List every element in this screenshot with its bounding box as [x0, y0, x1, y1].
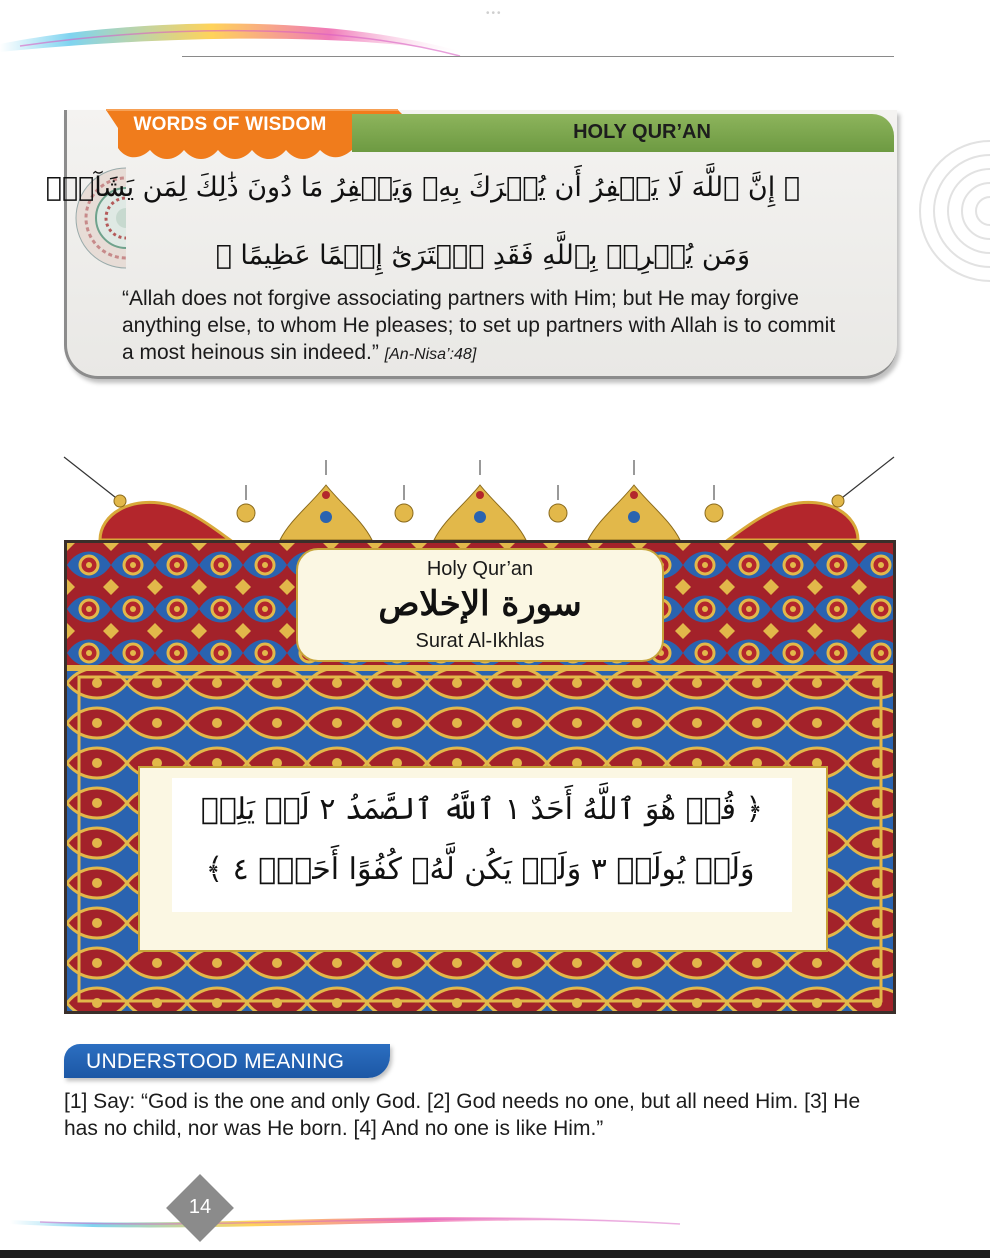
- page-handle-dots: •••: [486, 8, 503, 19]
- holy-quran-label: HOLY QUR’AN: [573, 121, 711, 143]
- wisdom-arabic-line-1: ﴿ إِنَّ ٱللَّهَ لَا يَغۡفِرُ أَن يُشۡرَكَ بِهِۦ وَيَغۡفِرُ مَا دُونَ ذَٰلِكَ لِمَن يَشَآءُۚ: [45, 172, 800, 203]
- wisdom-english-translation: [122, 285, 842, 368]
- wisdom-reference: [An-Nisa’:48]: [384, 346, 477, 363]
- surah-arabic-line-1: ﴿ قُلۡ هُوَ ٱللَّهُ أَحَدٌ ١ ٱللَّهُ ٱلصَّمَدُ ٢ لَمۡ يَلِدۡ: [200, 792, 764, 827]
- ornamental-crown-decoration: [60, 455, 898, 545]
- bottom-edge-strip: [0, 1250, 990, 1258]
- wisdom-arabic-line-2: وَمَن يُشۡرِكۡ بِٱللَّهِ فَقَدِ ٱفۡتَرَىٰٓ إِثۡمًا عَظِيمًا ﴾: [215, 240, 750, 271]
- wisdom-english-text: “Allah does not forgive associating partners with Him; but He may forgive anything else, to whom He pleases; to set up partners with Allah is to commit a most heinous sin indeed.”: [122, 287, 836, 364]
- words-of-wisdom-label: WORDS OF WISDOM: [133, 114, 327, 135]
- bottom-swoosh-decoration: [0, 1190, 990, 1258]
- surah-label-top: Holy Qur’an: [426, 558, 534, 580]
- surah-name-english: Surat Al-Ikhlas: [415, 630, 545, 652]
- understood-meaning-label: UNDERSTOOD MEANING: [86, 1050, 345, 1073]
- understood-meaning-text: [1] Say: “God is the one and only God. [2] God needs no one, but all need Him. [3] He has no child, nor was He born. [4] And no one is like Him.”: [64, 1090, 861, 1140]
- header-divider: [182, 56, 894, 57]
- faded-rosette-icon: [894, 136, 990, 286]
- surah-arabic-line-2: وَلَمۡ يُولَدۡ ٣ وَلَمۡ يَكُن لَّهُۥ كُفُوًا أَحَدُۢ ٤ ﴾: [205, 852, 755, 887]
- surah-name-arabic: سورة الإخلاص: [378, 584, 582, 624]
- page-number: 14: [188, 1196, 212, 1218]
